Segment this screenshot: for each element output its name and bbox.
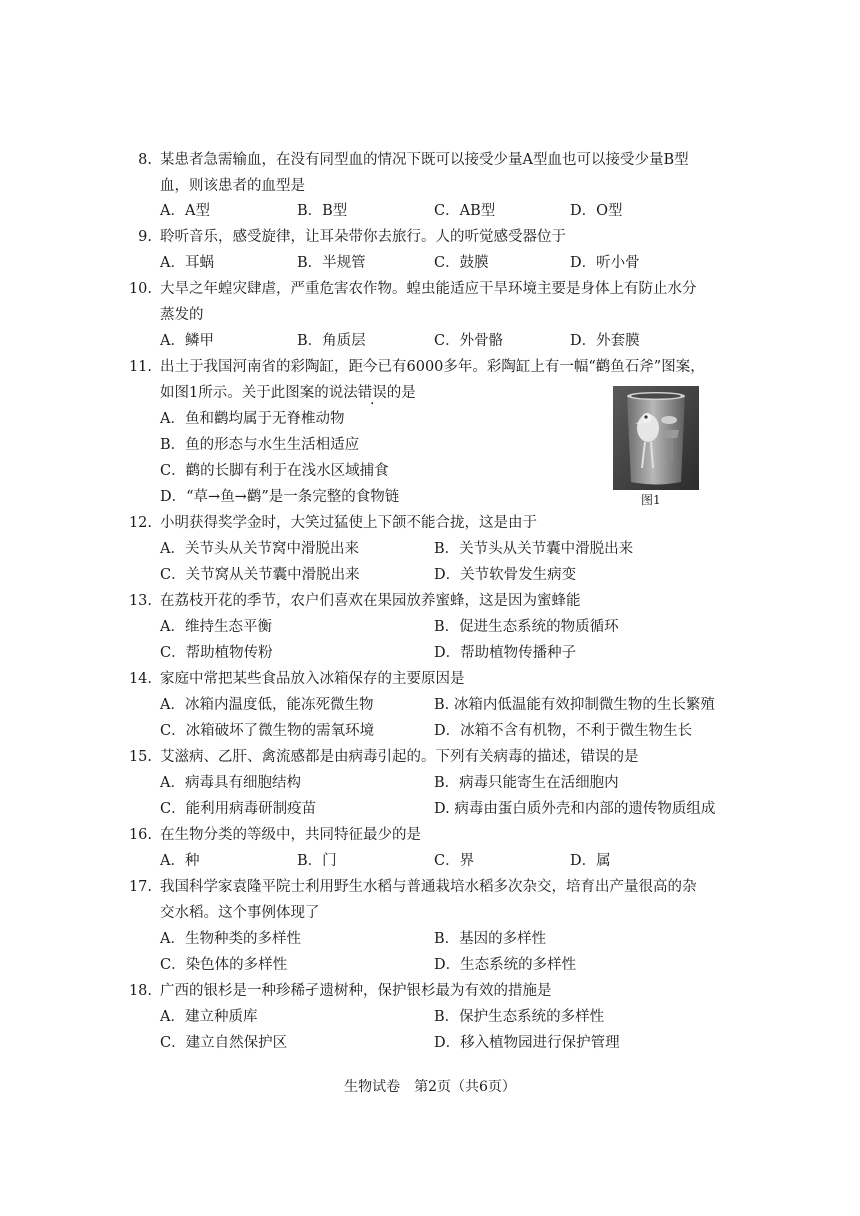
option-d: D．O型: [570, 203, 623, 219]
option-a: A．A型: [160, 203, 210, 219]
option-d: D．“草→鱼→鹳”是一条完整的食物链: [160, 489, 400, 505]
option-d: D．冰箱不含有机物，不利于微生物生长: [434, 723, 693, 739]
option-b: B．角质层: [297, 333, 366, 349]
option-d: D．属: [570, 853, 611, 869]
option-d: D．帮助植物传播种子: [434, 645, 577, 661]
option-b: B．保护生态系统的多样性: [434, 1009, 605, 1025]
question-stem: 血，则该患者的血型是: [160, 178, 305, 194]
option-c: C．界: [434, 853, 475, 869]
option-a: A．关节头从关节窝中滑脱出来: [160, 541, 359, 557]
question-stem: 聆听音乐，感受旋律，让耳朵带你去旅行。人的听觉感受器位于: [160, 229, 566, 245]
stem-text: 的是: [386, 385, 416, 401]
option-b: B．B型: [297, 203, 348, 219]
page-footer: 生物试卷 第2页（共6页）: [344, 1079, 516, 1095]
option-b: B. 冰箱内低温能有效抑制微生物的生长繁殖: [434, 697, 715, 713]
question-stem: 蒸发的: [160, 307, 204, 323]
option-c: C．鹳的长脚有利于在浅水区域捕食: [160, 463, 389, 479]
option-c: C．冰箱破坏了微生物的需氧环境: [160, 723, 375, 739]
option-c: C．染色体的多样性: [160, 957, 288, 973]
question-number: 10.: [128, 281, 152, 297]
question-stem: [160, 383, 416, 403]
option-c: C．能利用病毒研制疫苗: [160, 801, 317, 817]
question-stem: 小明获得奖学金时，大笑过猛使上下颌不能合拢，这是由于: [160, 515, 537, 531]
question-stem: 某患者急需输血，在没有同型血的情况下既可以接受少量A型血也可以接受少量B型: [160, 152, 689, 168]
option-a: A．维持生态平衡: [160, 619, 272, 635]
option-d: D．关节软骨发生病变: [434, 567, 577, 583]
option-a: A．耳蜗: [160, 255, 214, 271]
option-a: A．病毒具有细胞结构: [160, 775, 301, 791]
question-stem: 家庭中常把某些食品放入冰箱保存的主要原因是: [160, 671, 465, 687]
option-a: A．鳞甲: [160, 333, 214, 349]
option-c: C．建立自然保护区: [160, 1035, 288, 1051]
option-b: B．门: [297, 853, 337, 869]
option-b: B．基因的多样性: [434, 931, 547, 947]
option-d: D．移入植物园进行保护管理: [434, 1035, 620, 1051]
painted-pottery-jar-photo: [613, 386, 699, 490]
question-number: 12.: [128, 515, 152, 531]
question-number: 11.: [128, 359, 152, 375]
option-c: C．帮助植物传粉: [160, 645, 273, 661]
question-stem: 交水稻。这个事例体现了: [160, 905, 320, 921]
option-a: A．鱼和鹳均属于无脊椎动物: [160, 411, 345, 427]
figure-caption: 图1: [641, 493, 661, 507]
question-number: 8.: [138, 152, 152, 168]
option-b: B．半规管: [297, 255, 366, 271]
question-stem: 在生物分类的等级中，共同特征最少的是: [160, 827, 421, 843]
option-a: A．建立种质库: [160, 1009, 258, 1025]
option-d: D．生态系统的多样性: [434, 957, 577, 973]
stem-text: 如图1所示。关于此图案的说法: [160, 385, 358, 401]
emphasis-text: 错误: [357, 385, 387, 401]
question-number: 16.: [128, 827, 152, 843]
question-stem: 我国科学家袁隆平院士利用野生水稻与普通栽培水稻多次杂交，培育出产量很高的杂: [160, 879, 697, 895]
option-a: A．种: [160, 853, 200, 869]
option-d: D. 病毒由蛋白质外壳和内部的遗传物质组成: [434, 801, 716, 817]
question-stem: 大旱之年蝗灾肆虐，严重危害农作物。蝗虫能适应干旱环境主要是身体上有防止水分: [160, 281, 697, 297]
option-b: B．鱼的形态与水生生活相适应: [160, 437, 360, 453]
option-d: D．听小骨: [570, 255, 640, 271]
option-d: D．外套膜: [570, 333, 640, 349]
question-stem: 在荔枝开花的季节，农户们喜欢在果园放养蜜蜂，这是因为蜜蜂能: [160, 593, 581, 609]
question-stem: 广西的银杉是一种珍稀孑遗树种，保护银杉最为有效的措施是: [160, 983, 552, 999]
question-number: 14.: [128, 671, 152, 687]
question-stem: 艾滋病、乙肝、禽流感都是由病毒引起的。下列有关病毒的描述，错误的是: [160, 749, 639, 765]
option-a: A．冰箱内温度低，能冻死微生物: [160, 697, 374, 713]
option-b: B．促进生态系统的物质循环: [434, 619, 619, 635]
option-a: A．生物种类的多样性: [160, 931, 301, 947]
option-c: C．关节窝从关节囊中滑脱出来: [160, 567, 360, 583]
option-b: B．关节头从关节囊中滑脱出来: [434, 541, 634, 557]
question-number: 13.: [128, 593, 152, 609]
question-number: 15.: [128, 749, 152, 765]
option-c: C．外骨骼: [434, 333, 504, 349]
question-number: 18.: [128, 983, 152, 999]
question-stem: 出土于我国河南省的彩陶缸，距今已有6000多年。彩陶缸上有一幅“鹳鱼石斧”图案，: [160, 359, 705, 375]
option-b: B．病毒只能寄生在活细胞内: [434, 775, 619, 791]
question-number: 17.: [128, 879, 152, 895]
question-number: 9.: [138, 229, 152, 245]
option-c: C．AB型: [434, 203, 496, 219]
option-c: C．鼓膜: [434, 255, 489, 271]
